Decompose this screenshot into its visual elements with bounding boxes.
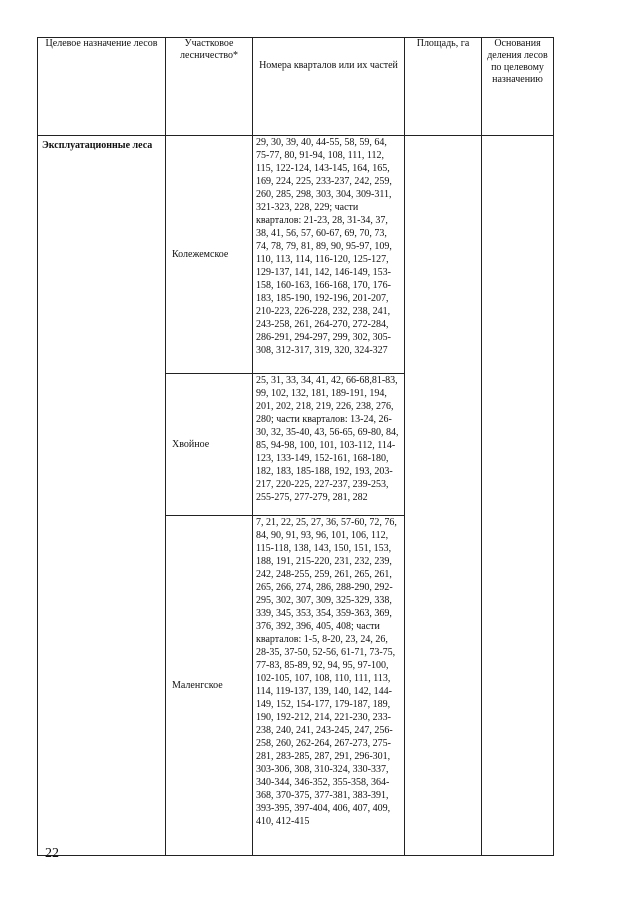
quarters-cell-malengskoe: 7, 21, 22, 25, 27, 36, 57-60, 72, 76, 84, 90, 91, 93, 96, 101, 106, 112, 115-118, 138, 143, 150, 151, 153, 188, 191, 215-220, 231, 232, 239, 242, 248-255, 259, 261, 265, 261, 265, 266, 274, 286, 288-290, 292-295, 302, 307, 309, 325-329, 338, 339, 345, 353, 354, 359-363, 369, 376, 392, 396, 405, 408; части кварталов: 1-5, 8-20, 23, 24, 26, 28-35, 37-50, 52-56, 61-71, 73-75, 77-83, 85-89, 92, 94, 95, 97-100, 102-105, 107, 108, 110, 111, 113, 114, 119-137, 139, 140, 142, 144-149, 152, 154-177, 179-187, 189, 190, 192-212, 214, 221-230, 233-238, 240, 241, 243-245, 247, 256-258, 260, 262-264, 267-273, 275-281, 283-285, 287, 291, 296-301, 303-306, 308, 310-324, 330-337, 340-344, 346-352, 355-358, 364-368, 370-375, 377-381, 383-391, 393-395, 397-404, 406, 407, 409, 410, 412-415 <box>253 516 405 856</box>
quarters-cell-khvoinoe: 25, 31, 33, 34, 41, 42, 66-68,81-83, 99, 102, 132, 181, 189-191, 194, 201, 202, 218, 219, 226, 238, 276, 280; части кварталов: 13-24, 26-30, 32, 35-40, 43, 56-65, 69-80, 84, 85, 94-98, 100, 101, 103-112, 114-123, 133-149, 152-161, 168-180, 182, 183, 185-188, 192, 193, 203-217, 220-225, 227-237, 239-253, 255-275, 277-279, 281, 282 <box>253 374 405 516</box>
forest-purpose-table <box>37 37 554 856</box>
table-row <box>38 136 554 374</box>
forestry-cell-khvoinoe: Хвойное <box>166 374 253 516</box>
forestry-cell-kolezhemskoe: Колежемское <box>166 136 253 374</box>
header-quarters: Номера кварталов или их частей <box>253 38 405 136</box>
header-forestry: Участковое лесничество* <box>166 38 253 136</box>
quarters-cell-kolezhemskoe: 29, 30, 39, 40, 44-55, 58, 59, 64, 75-77, 80, 91-94, 108, 111, 112, 115, 122-124, 143-145, 164, 165, 169, 224, 225, 233-237, 242, 259, 260, 285, 298, 303, 304, 309-311, 321-323, 228, 229; части кварталов: 21-23, 28, 31-34, 37, 38, 41, 56, 57, 60-67, 69, 70, 73, 74, 78, 79, 81, 89, 90, 95-97, 109, 110, 113, 114, 116-120, 125-127, 129-137, 141, 142, 146-149, 153-158, 160-163, 166-168, 170, 176-183, 185-190, 192-196, 201-207, 210-223, 226-228, 232, 238, 241, 243-258, 261, 264-270, 272-284, 286-291, 294-297, 299, 302, 305-308, 312-317, 319, 320, 324-327 <box>253 136 405 374</box>
header-area: Площадь, га <box>405 38 482 136</box>
header-basis: Основания деления лесов по целевому назначению <box>482 38 554 136</box>
area-cell <box>405 136 482 856</box>
basis-cell <box>482 136 554 856</box>
forestry-cell-malengskoe: Маленгское <box>166 516 253 856</box>
table-header-row <box>38 38 554 136</box>
header-purpose: Целевое назначение лесов <box>38 38 166 136</box>
page-number: 22 <box>45 846 59 861</box>
purpose-cell: Эксплуатационные леса <box>38 136 166 856</box>
